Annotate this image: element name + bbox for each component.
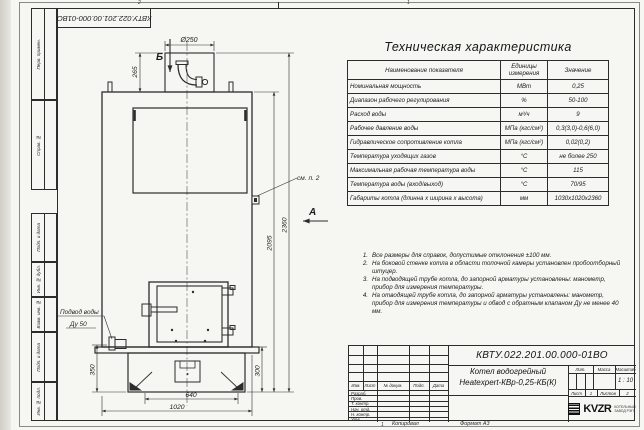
margin-label-cell xyxy=(32,9,45,99)
dim-2095: 2095 xyxy=(266,235,274,251)
spec-name: Температура уходящих газов xyxy=(348,150,501,164)
note-text: Все размеры для справок, допустимые отклонения ±100 мм. xyxy=(372,252,552,259)
section-b-marker xyxy=(156,39,170,72)
spec-units: МВт xyxy=(501,80,548,94)
spec-row xyxy=(348,150,609,164)
dimensions xyxy=(90,37,295,416)
dim-300: 300 xyxy=(254,365,262,377)
sheet-label: Лист xyxy=(570,390,583,396)
chimney-collar xyxy=(165,53,214,92)
note-number: 2. xyxy=(362,260,368,268)
rev-col-dokum: № докум. xyxy=(383,382,403,388)
base-plinth xyxy=(95,347,259,392)
role-prov: Пров. xyxy=(351,396,363,402)
role-n-kontr: Н. контр. xyxy=(351,412,371,418)
title-block-doc-number: КВТУ.022.201.00.000-01ВО xyxy=(476,350,608,361)
sheets-label: Листов xyxy=(600,390,616,396)
margin-box-perv-primen xyxy=(31,8,57,100)
spec-name: Номинальная мощность xyxy=(348,80,501,94)
margin-blank-cell xyxy=(45,9,56,99)
company-logo xyxy=(568,396,636,422)
spec-value: 1030x1020x2360 xyxy=(548,192,609,206)
company-name xyxy=(614,405,635,414)
spec-units: м³/ч xyxy=(501,108,548,122)
note-text: На подводящей трубе котла, до запорной арматуры установлены: манометр, прибор для измерения температуры. xyxy=(372,276,606,292)
spec-name: Габариты котла (длинна x ширина x высота) xyxy=(348,192,501,206)
spec-value: 0,02(0,2) xyxy=(548,136,609,150)
margin-label-cell xyxy=(32,333,45,381)
spec-table-title: Техническая характеристика xyxy=(384,40,572,54)
top-doc-number-text: КВТУ.022.201.00.000-01ВО xyxy=(56,13,152,23)
dim-265: 265 xyxy=(132,66,139,78)
margin-label-cell xyxy=(32,101,45,189)
margin-label: Инв. № подл. xyxy=(35,387,41,416)
note-text: На отводящей трубе котла, до запорной арматуры установлены: манометр, прибор для измерения температуры и обвод с обратным клапаном Ду не менее 40 мм. xyxy=(372,292,619,316)
spec-units: МПа (кгс/см²) xyxy=(501,122,548,136)
dim-2360: 2360 xyxy=(281,217,289,233)
margin-box-podp-data-1 xyxy=(31,213,57,262)
zone-number-top-right: 1 xyxy=(407,0,410,6)
zone-number-top-left: 2 xyxy=(138,0,141,6)
margin-box-vzam-inv xyxy=(31,297,57,332)
lit-label: Лит. xyxy=(575,366,586,372)
scale-value: 1 : 10 xyxy=(617,377,633,384)
door-bolts xyxy=(171,291,209,342)
footer-copied-label: Копировал xyxy=(392,421,419,427)
spec-units: °С xyxy=(501,150,548,164)
margin-label-cell xyxy=(32,263,45,296)
spec-value: не более 250 xyxy=(548,150,609,164)
rev-col-list: Лист xyxy=(364,382,376,388)
view-a-label: А xyxy=(309,207,317,218)
spec-row xyxy=(348,122,609,136)
note-number: 1. xyxy=(362,252,368,259)
margin-blank-cell xyxy=(45,298,56,331)
margin-label-cell xyxy=(32,214,45,261)
water-inlet xyxy=(58,308,126,350)
spec-units: % xyxy=(501,94,548,108)
spec-name: Температура воды (вход/выход) xyxy=(348,178,501,192)
spec-value: 9 xyxy=(548,108,609,122)
spec-header-row xyxy=(348,61,609,80)
dim-350: 350 xyxy=(89,364,97,376)
rev-col-data: Дата xyxy=(432,382,445,388)
rev-col-izm: Изм. xyxy=(351,382,361,388)
dim-1020: 1020 xyxy=(169,404,185,411)
note-item xyxy=(357,260,621,276)
spec-row xyxy=(348,108,609,122)
product-name xyxy=(448,365,568,397)
spec-col-value: Значение xyxy=(548,61,609,80)
spec-row xyxy=(348,80,609,94)
spec-name: Максимальная рабочая температура воды xyxy=(348,164,501,178)
furnace-door xyxy=(142,282,235,347)
spec-row xyxy=(348,192,609,206)
scale-label: Масштаб xyxy=(615,366,636,372)
product-name-line2: Heatexpert-КВр-0,25-КБ(К) xyxy=(459,377,557,387)
spec-value: 0,3(3,0)-0,6(6,0) xyxy=(548,122,609,136)
section-b-label: Б xyxy=(156,52,164,63)
spec-name: Гидравлическое сопротивление котла xyxy=(348,136,501,150)
spec-row xyxy=(348,136,609,150)
water-inlet-label-line1: Подвод воды xyxy=(60,309,99,316)
margin-blank-cell xyxy=(45,214,56,261)
note-item xyxy=(357,252,621,260)
rev-col-podp: Подп. xyxy=(413,382,425,388)
company-name-line2: ЗАВОД РЭП xyxy=(614,409,634,413)
title-block xyxy=(348,345,635,421)
note-text: На боковой стенке котла в области топочной камеры установлен пробоотборный штуцер. xyxy=(372,260,621,276)
spec-row xyxy=(348,164,609,178)
notes-list xyxy=(357,252,621,317)
lifting-lug-right xyxy=(229,82,233,92)
spec-col-units: Единицы измерения xyxy=(501,61,548,80)
margin-box-podp-data-2 xyxy=(31,332,57,382)
lifting-lug-left xyxy=(108,82,112,92)
margin-label: Подп. и дата xyxy=(35,223,41,252)
spec-value: 70/95 xyxy=(548,178,609,192)
role-utv: Утв. xyxy=(351,417,361,423)
dim-640: 640 xyxy=(185,392,197,399)
spec-row xyxy=(348,94,609,108)
spec-units: мм xyxy=(501,192,548,206)
spec-name: Рабочее давление воды xyxy=(348,122,501,136)
role-razrab: Разраб. xyxy=(351,390,367,396)
spec-value: 0,25 xyxy=(548,80,609,94)
sampling-fitting-callout xyxy=(252,175,320,204)
margin-label: Справ. № xyxy=(35,134,41,156)
sheets-value: 2 xyxy=(626,390,629,396)
role-t-kontr: Т. контр. xyxy=(351,401,370,407)
margin-blank-cell xyxy=(45,101,56,189)
spec-col-name: Наименование показателя xyxy=(348,61,501,80)
note-item xyxy=(357,276,621,292)
role-nach-otd: Нач. отд. xyxy=(351,406,371,412)
spec-units: МПа (кгс/см²) xyxy=(501,136,548,150)
spec-name: Расход воды xyxy=(348,108,501,122)
upper-panel-door xyxy=(133,108,247,193)
product-name-line1: Котел водогрейный xyxy=(469,367,547,376)
company-name-line1: КОТЕЛЬНЫЙ xyxy=(614,404,636,409)
margin-label: Взам. инв. № xyxy=(35,300,41,329)
margin-label: Инв. № дубл. xyxy=(35,265,41,294)
technical-spec-table xyxy=(347,60,609,206)
callout-see-note-2: см. п. 2 xyxy=(297,175,320,182)
spec-name: Диапазон рабочего регулирования xyxy=(348,94,501,108)
margin-box-sprav-no xyxy=(31,100,57,190)
margin-box-inv-podl xyxy=(31,382,57,421)
margin-label: Перв. примен. xyxy=(35,38,41,70)
margin-label: Подп. и дата xyxy=(35,342,41,372)
water-inlet-label-line2: Ду 50 xyxy=(70,321,87,328)
sheet-value: 1 xyxy=(589,390,593,396)
note-number: 4. xyxy=(362,292,368,300)
spec-value: 115 xyxy=(548,164,609,178)
margin-label-cell xyxy=(32,298,45,331)
margin-label-cell xyxy=(32,383,45,420)
boiler-front-view-drawing xyxy=(57,8,343,421)
view-a-marker xyxy=(303,207,328,221)
margin-blank-cell xyxy=(45,263,56,296)
mass-label: Масса xyxy=(597,366,611,372)
kvzr-logo-text: KVZR xyxy=(583,403,612,415)
kvzr-logo-icon xyxy=(568,403,580,415)
margin-blank-cell xyxy=(45,383,56,420)
note-number: 3. xyxy=(362,276,368,284)
zone-number-bottom: 1 xyxy=(381,422,384,428)
spec-units: °С xyxy=(501,178,548,192)
spec-value: 50-100 xyxy=(548,94,609,108)
dim-diameter-250: Ø250 xyxy=(180,37,198,44)
note-item xyxy=(357,292,621,316)
footer-format-label: Формат А3 xyxy=(460,421,490,427)
spec-units: °С xyxy=(501,164,548,178)
spec-row xyxy=(348,178,609,192)
margin-blank-cell xyxy=(45,333,56,381)
margin-box-inv-dubl xyxy=(31,262,57,297)
